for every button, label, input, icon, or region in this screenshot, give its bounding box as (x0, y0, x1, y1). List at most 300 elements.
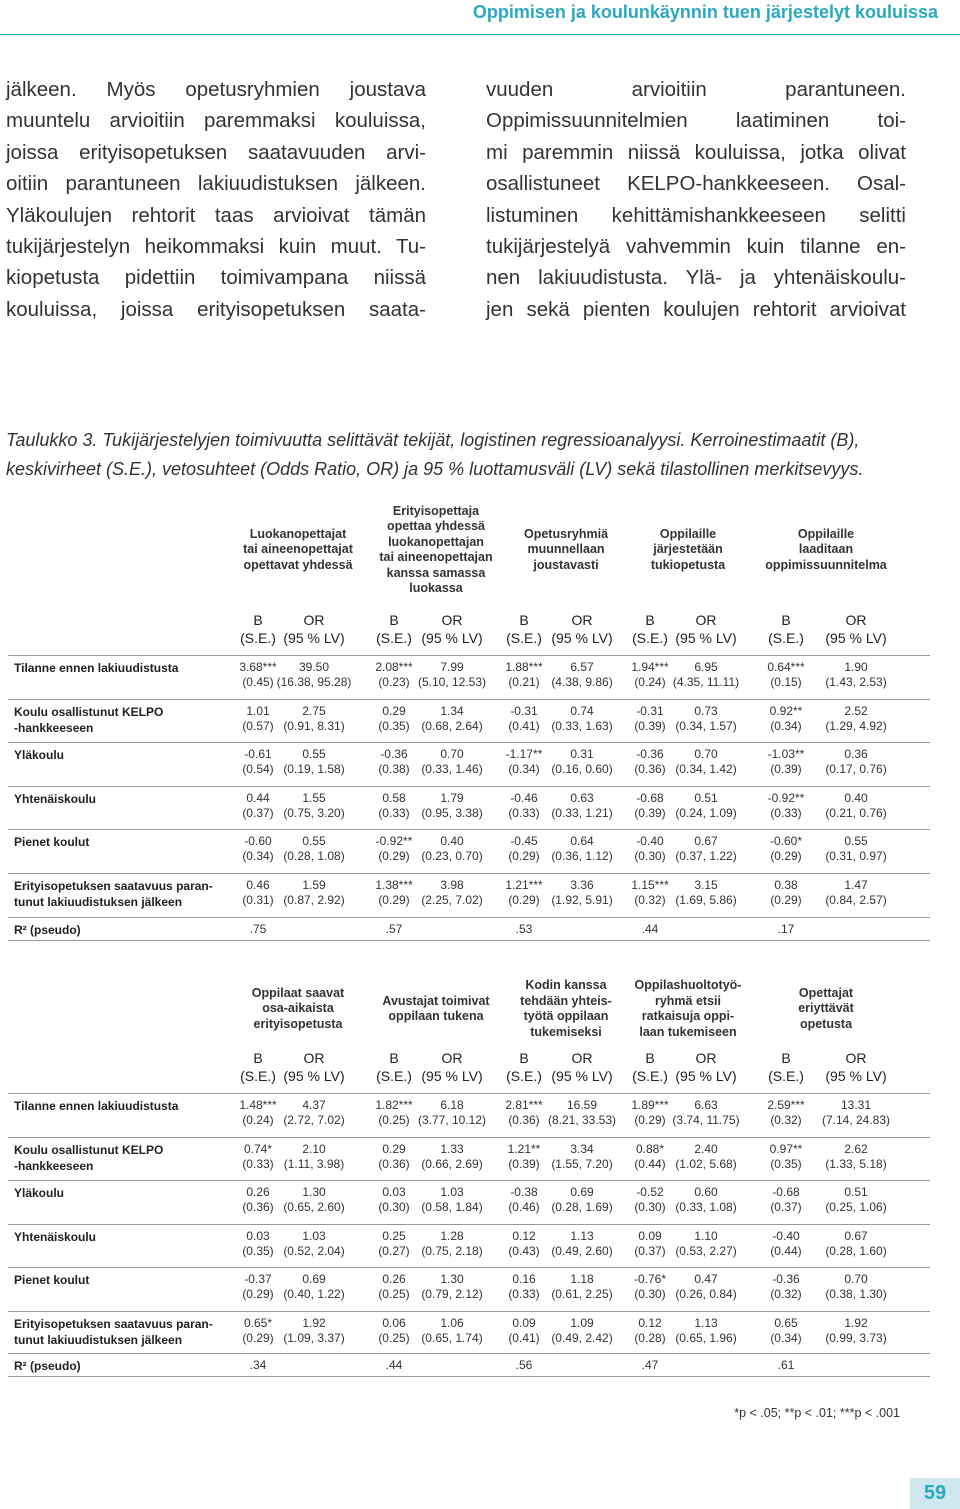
coef-b: 0.03 (246, 1228, 270, 1243)
coef-b: -0.92** (767, 790, 805, 805)
coef-se: (0.15) (770, 675, 802, 689)
coef-b: 1.21*** (505, 878, 543, 892)
odds-ratio-ci: (0.34, 1.57) (675, 718, 737, 733)
body-text-line: oitiin parantuneen lakiuudistuksen jälkeen. (6, 172, 426, 196)
body-text-line: jälkeen. Myös opetusryhmien joustava (6, 78, 426, 101)
odds-ratio: 1.79 (440, 790, 464, 805)
lv-header: (95 % LV) (825, 1067, 887, 1084)
odds-ratio: 0.69 (570, 1185, 594, 1200)
odds-ratio: 1.13 (694, 1316, 718, 1330)
odds-ratio: 1.30 (302, 1185, 326, 1200)
coef-b: -1.03** (767, 747, 805, 762)
odds-ratio-ci: (7.14, 24.83) (821, 1113, 891, 1127)
column-header-line: luokanopettajan (388, 534, 484, 549)
row-label: R² (pseudo) (14, 1359, 81, 1373)
odds-ratio-ci: (0.65, 1.74) (421, 1331, 483, 1345)
coef-se: (0.39) (770, 762, 802, 777)
odds-ratio-ci: (0.79, 2.12) (421, 1287, 483, 1302)
column-header-line: tehdään yhteis- (520, 993, 612, 1008)
page-number: 59 (910, 1478, 960, 1509)
coef-se: (0.29) (378, 849, 410, 864)
coef-se: (0.34) (242, 849, 274, 864)
odds-ratio-ci: (1.02, 5.68) (675, 1156, 737, 1171)
column-header-line: opetusta (799, 1016, 853, 1031)
odds-ratio-ci: (0.75, 2.18) (421, 1243, 483, 1258)
odds-ratio-ci: (2.72, 7.02) (283, 1113, 345, 1127)
r2-value: .44 (641, 922, 659, 936)
coef-se: (0.24) (242, 1113, 274, 1127)
coef-se: (0.33) (378, 805, 410, 820)
coef-se: (0.39) (634, 718, 666, 733)
odds-ratio-ci: (0.65, 2.60) (283, 1200, 345, 1215)
coef-b: 0.16 (512, 1272, 536, 1287)
coef-se: (0.36) (242, 1200, 274, 1215)
odds-ratio: 7.99 (440, 660, 464, 674)
odds-ratio: 1.03 (440, 1185, 464, 1200)
coef-b: -0.36 (772, 1272, 800, 1287)
column-header-line: Opettajat (798, 985, 854, 1000)
row-label-line: Yläkoulu (14, 748, 65, 763)
row-separator (8, 699, 930, 700)
odds-ratio-ci: (1.69, 5.86) (675, 893, 737, 907)
coef-b: -0.68 (772, 1185, 800, 1200)
odds-ratio: 1.55 (302, 790, 326, 805)
coef-b: 2.08*** (375, 660, 413, 674)
coef-se: (0.29) (508, 849, 540, 864)
coef-b: 0.29 (382, 1141, 406, 1156)
body-text-line: nen lakiuudistusta. Ylä- ja yhtenäiskoulu- (486, 266, 906, 290)
column-header-line: osa-aikaista (262, 1001, 334, 1016)
odds-ratio-ci: (0.61, 2.25) (551, 1287, 613, 1302)
column-header-line: ratkaisuja oppi- (641, 1009, 735, 1023)
coef-se: (0.44) (634, 1156, 666, 1171)
coef-b: -1.17** (505, 747, 543, 762)
coef-se: (0.54) (242, 762, 274, 777)
row-separator (8, 1224, 930, 1225)
regression-table-1 (8, 500, 930, 940)
coef-se: (0.34) (770, 718, 802, 733)
coef-se: (0.37) (770, 1200, 802, 1215)
column-header-line: laan tukemiseen (639, 1024, 737, 1039)
odds-ratio-ci: (3.74, 11.75) (672, 1113, 740, 1127)
row-separator (8, 917, 930, 918)
odds-ratio-ci: (0.68, 2.64) (421, 718, 483, 733)
row-label-line: -hankkeeseen (14, 1158, 94, 1173)
coef-se: (0.36) (634, 762, 666, 777)
se-header: (S.E.) (506, 1067, 542, 1084)
coef-b: -0.61 (244, 747, 272, 762)
or-header: OR (571, 1050, 593, 1066)
odds-ratio: 0.47 (694, 1272, 718, 1287)
column-header-line: Luokanopettajat (249, 526, 347, 541)
se-header: (S.E.) (240, 1067, 276, 1084)
body-text-line: mi paremmin niissä kouluissa, jotka olivat (486, 140, 906, 164)
se-header: (S.E.) (240, 629, 276, 646)
odds-ratio: 0.40 (440, 834, 464, 849)
odds-ratio-ci: (0.87, 2.92) (283, 893, 345, 907)
odds-ratio-ci: (0.91, 8.31) (283, 718, 345, 733)
running-header: Oppimisen ja koulunkäynnin tuen järjestelyt kouluissa (472, 2, 938, 22)
coef-b: 0.29 (382, 703, 406, 718)
coef-se: (0.34) (508, 762, 540, 777)
column-header-line: järjestetään (653, 542, 723, 557)
coef-b: 0.26 (246, 1185, 270, 1200)
odds-ratio: 1.92 (844, 1316, 868, 1330)
odds-ratio: 2.10 (302, 1141, 326, 1156)
odds-ratio-ci: (0.19, 1.58) (283, 762, 345, 777)
odds-ratio-ci: (0.33, 1.08) (675, 1200, 737, 1215)
coef-b: 0.58 (382, 790, 406, 805)
row-label-line: -hankkeeseen (14, 720, 94, 735)
odds-ratio-ci: (1.09, 3.37) (283, 1331, 345, 1345)
odds-ratio-ci: (0.66, 2.69) (421, 1156, 483, 1171)
row-separator (8, 1311, 930, 1312)
odds-ratio: 0.74 (570, 703, 594, 718)
odds-ratio-ci: (0.26, 0.84) (675, 1287, 737, 1302)
odds-ratio-ci: (0.84, 2.57) (825, 893, 887, 907)
odds-ratio: 0.69 (302, 1272, 326, 1287)
r2-value: .17 (777, 922, 795, 936)
row-separator (8, 1267, 930, 1268)
coef-b: -0.92** (375, 834, 413, 849)
or-header: OR (303, 612, 325, 628)
odds-ratio-ci: (0.33, 1.46) (421, 762, 483, 777)
odds-ratio: 0.70 (844, 1272, 868, 1287)
body-text-line: joissa erityisopetuksen saatavuuden arvi- (6, 140, 426, 164)
coef-b: -0.31 (510, 703, 538, 718)
odds-ratio: 1.30 (440, 1272, 464, 1287)
lv-header: (95 % LV) (675, 1067, 737, 1084)
body-text-line: tukijärjestelyn heikommaksi kuin muut. Tu- (6, 234, 426, 258)
odds-ratio: 1.18 (570, 1272, 594, 1287)
coef-b: 1.38*** (375, 878, 413, 892)
odds-ratio-ci: (0.34, 1.42) (675, 762, 737, 777)
r2-value: .57 (385, 922, 403, 936)
odds-ratio-ci: (5.10, 12.53) (417, 675, 487, 689)
coef-se: (0.35) (378, 718, 410, 733)
odds-ratio-ci: (0.16, 0.60) (551, 762, 613, 777)
row-label-line: Pienet koulut (14, 1273, 90, 1288)
row-label-line: Yhtenäiskoulu (14, 1229, 97, 1244)
coef-b: 0.06 (382, 1316, 406, 1330)
column-header-line: Oppilaille (659, 526, 717, 541)
coef-b: 1.89*** (631, 1098, 669, 1112)
odds-ratio: 0.55 (844, 834, 868, 849)
coef-se: (0.29) (770, 849, 802, 864)
coef-b: 0.92** (769, 703, 803, 718)
odds-ratio: 0.51 (844, 1185, 868, 1200)
row-label (14, 1185, 64, 1201)
odds-ratio: 0.31 (570, 747, 594, 762)
coef-se: (0.33) (770, 805, 802, 820)
odds-ratio-ci: (0.40, 1.22) (283, 1287, 345, 1302)
coef-se: (0.37) (634, 1243, 666, 1258)
odds-ratio: 2.40 (694, 1141, 718, 1156)
odds-ratio: 1.10 (694, 1228, 718, 1243)
row-separator (8, 655, 930, 656)
odds-ratio: 2.75 (302, 703, 326, 718)
coef-se: (0.25) (378, 1113, 410, 1127)
body-text-right-column (486, 74, 906, 325)
se-header: (S.E.) (632, 1067, 668, 1084)
coef-b: 0.88* (635, 1141, 665, 1156)
odds-ratio-ci: (0.28, 1.69) (551, 1200, 613, 1215)
coef-b: 0.12 (638, 1316, 662, 1330)
b-header: B (519, 1050, 529, 1066)
coef-se: (0.32) (770, 1113, 802, 1127)
lv-header: (95 % LV) (825, 629, 887, 646)
odds-ratio: 39.50 (298, 660, 330, 674)
odds-ratio: 6.18 (440, 1098, 464, 1112)
odds-ratio: 1.09 (570, 1316, 594, 1330)
coef-se: (0.32) (634, 893, 666, 907)
odds-ratio-ci: (0.58, 1.84) (421, 1200, 483, 1215)
coef-se: (0.37) (242, 805, 274, 820)
coef-b: 0.44 (246, 790, 270, 805)
coef-b: 2.81*** (505, 1098, 543, 1112)
coef-se: (0.46) (508, 1200, 540, 1215)
column-header (496, 978, 636, 1040)
table-bottom-rule (8, 1376, 930, 1377)
coef-se: (0.39) (634, 805, 666, 820)
odds-ratio: 3.98 (440, 878, 464, 892)
body-text-line: Oppimissuunnitelmien laatiminen toi- (486, 109, 906, 133)
odds-ratio: 0.55 (302, 747, 326, 762)
coef-b: 0.74* (243, 1141, 273, 1156)
body-text-line: osallistuneet KELPO-hankkeeseen. Osal- (486, 172, 906, 196)
column-header-line: Erityisopettaja (392, 503, 480, 518)
row-label (14, 878, 213, 910)
column-header-line: opettaa yhdessä (387, 519, 485, 533)
header-rule (0, 34, 960, 35)
odds-ratio: 1.90 (844, 660, 868, 674)
coef-b: 0.64*** (767, 660, 805, 674)
coef-b: 0.03 (382, 1185, 406, 1200)
column-header (756, 986, 896, 1033)
r2-value: .34 (249, 1358, 267, 1372)
coef-se: (0.36) (378, 1156, 410, 1171)
coef-se: (0.21) (508, 675, 540, 689)
odds-ratio-ci: (0.75, 3.20) (283, 805, 345, 820)
column-header-line: erityisopetusta (253, 1016, 343, 1031)
coef-b: -0.60 (244, 834, 272, 849)
odds-ratio-ci: (4.35, 11.11) (672, 675, 740, 689)
or-header: OR (441, 612, 463, 628)
odds-ratio: 6.57 (570, 660, 594, 674)
odds-ratio: 0.64 (570, 834, 594, 849)
odds-ratio: 0.63 (570, 790, 594, 805)
significance-footnote: *p < .05; **p < .01; ***p < .001 (734, 1406, 900, 1420)
column-header-line: tukiopetusta (650, 557, 726, 572)
column-header-line: tukemiseksi (530, 1024, 602, 1039)
se-header: (S.E.) (768, 629, 804, 646)
column-header-line: Avustajat toimivat (382, 993, 490, 1008)
column-header-line: oppimissuunnitelma (765, 557, 887, 572)
or-header: OR (441, 1050, 463, 1066)
coef-b: -0.40 (772, 1228, 800, 1243)
odds-ratio-ci: (1.33, 5.18) (825, 1156, 887, 1171)
row-separator (8, 1353, 930, 1354)
b-header: B (389, 612, 399, 628)
coef-b: 0.38 (774, 878, 798, 892)
column-header (756, 527, 896, 574)
row-separator (8, 742, 930, 743)
coef-se: (0.57) (242, 718, 274, 733)
or-header: OR (845, 1050, 867, 1066)
odds-ratio: 1.59 (302, 878, 326, 892)
coef-b: 3.68*** (239, 660, 277, 674)
coef-se: (0.29) (242, 1331, 274, 1345)
b-header: B (645, 612, 655, 628)
odds-ratio-ci: (0.95, 3.38) (421, 805, 483, 820)
column-header (366, 994, 506, 1025)
column-header (228, 986, 368, 1033)
coef-b: 0.25 (382, 1228, 406, 1243)
coef-b: 0.46 (246, 878, 270, 892)
row-label-line: Erityisopetuksen saatavuus paran- (14, 879, 213, 893)
coef-b: -0.68 (636, 790, 664, 805)
odds-ratio-ci: (0.33, 1.63) (551, 718, 613, 733)
odds-ratio-ci: (0.99, 3.73) (825, 1331, 887, 1345)
column-header-line: opettavat yhdessä (243, 557, 353, 572)
coef-se: (0.43) (508, 1243, 540, 1258)
caption-line-1: Taulukko 3. Tukijärjestelyjen toimivuutta selittävät tekijät, logistinen regressioanalyysi. Kerroinestimaatit (B), (6, 430, 860, 450)
body-text-line: jen sekä pienten koulujen rehtorit arvioivat (486, 297, 906, 321)
odds-ratio: 13.31 (840, 1098, 872, 1112)
coef-se: (0.28) (634, 1331, 666, 1345)
odds-ratio: 0.73 (694, 703, 718, 718)
lv-header: (95 % LV) (421, 629, 483, 646)
odds-ratio: 0.60 (694, 1185, 718, 1200)
or-header: OR (845, 612, 867, 628)
coef-se: (0.24) (634, 675, 666, 689)
odds-ratio: 1.34 (440, 703, 464, 718)
r2-value: .44 (385, 1358, 403, 1372)
row-label-line: tunut lakiuudistuksen jälkeen (14, 895, 183, 909)
coef-b: -0.60* (769, 834, 803, 849)
coef-b: 1.48*** (239, 1098, 277, 1112)
body-text-line: muuntelu arvioitiin paremmaksi kouluissa, (6, 109, 426, 133)
coef-b: 1.01 (246, 703, 270, 718)
se-header: (S.E.) (376, 629, 412, 646)
odds-ratio: 0.70 (440, 747, 464, 762)
coef-se: (0.30) (634, 849, 666, 864)
coef-se: (0.30) (634, 1200, 666, 1215)
coef-se: (0.33) (242, 1156, 274, 1171)
coef-b: 1.15*** (631, 878, 669, 892)
r2-value: .47 (641, 1358, 659, 1372)
odds-ratio: 16.59 (566, 1098, 598, 1112)
odds-ratio-ci: (0.24, 1.09) (675, 805, 737, 820)
odds-ratio: 0.55 (302, 834, 326, 849)
lv-header: (95 % LV) (283, 1067, 345, 1084)
coef-b: -0.37 (244, 1272, 272, 1287)
b-header: B (781, 612, 791, 628)
odds-ratio: 0.51 (694, 790, 718, 805)
row-separator (8, 786, 930, 787)
odds-ratio-ci: (0.52, 2.04) (283, 1243, 345, 1258)
odds-ratio-ci: (0.31, 0.97) (825, 849, 887, 864)
coef-se: (0.33) (508, 1287, 540, 1302)
coef-b: 0.65* (243, 1316, 273, 1330)
body-text-left-column (6, 74, 426, 325)
odds-ratio: 3.36 (570, 878, 594, 892)
odds-ratio-ci: (16.38, 95.28) (276, 675, 352, 689)
or-header: OR (695, 612, 717, 628)
odds-ratio-ci: (2.25, 7.02) (421, 893, 483, 907)
coef-b: -0.40 (636, 834, 664, 849)
odds-ratio: 3.15 (694, 878, 718, 892)
coef-se: (0.25) (378, 1287, 410, 1302)
coef-b: 0.26 (382, 1272, 406, 1287)
odds-ratio: 3.34 (570, 1141, 594, 1156)
odds-ratio: 1.06 (440, 1316, 464, 1330)
row-label-line: Koulu osallistunut KELPO (14, 1142, 164, 1157)
or-header: OR (695, 1050, 717, 1066)
coef-se: (0.38) (378, 762, 410, 777)
coef-se: (0.44) (770, 1243, 802, 1258)
column-header-line: joustavasti (533, 557, 599, 572)
column-header (228, 527, 368, 574)
odds-ratio: 1.28 (440, 1228, 464, 1243)
r2-value: .53 (515, 922, 533, 936)
coef-b: 0.97** (769, 1141, 803, 1156)
column-header-line: työtä oppilaan (523, 1009, 609, 1023)
lv-header: (95 % LV) (283, 629, 345, 646)
b-header: B (781, 1050, 791, 1066)
odds-ratio-ci: (8.21, 33.53) (547, 1113, 617, 1127)
coef-b: -0.46 (510, 790, 538, 805)
or-header: OR (571, 612, 593, 628)
column-header-line: oppilaan tukena (388, 1009, 484, 1023)
b-header: B (519, 612, 529, 628)
odds-ratio-ci: (0.21, 0.76) (825, 805, 887, 820)
odds-ratio-ci: (1.92, 5.91) (551, 893, 613, 907)
coef-b: 1.21** (507, 1141, 541, 1156)
odds-ratio-ci: (0.36, 1.12) (551, 849, 613, 864)
coef-b: -0.76* (633, 1272, 667, 1287)
column-header-line: Oppilaille (797, 526, 855, 541)
coef-se: (0.39) (508, 1156, 540, 1171)
odds-ratio: 0.67 (844, 1228, 868, 1243)
lv-header: (95 % LV) (551, 1067, 613, 1084)
row-separator (8, 1180, 930, 1181)
coef-b: -0.31 (636, 703, 664, 718)
b-header: B (253, 612, 263, 628)
row-separator (8, 873, 930, 874)
column-header-line: luokassa (409, 581, 463, 595)
odds-ratio: 4.37 (302, 1098, 326, 1112)
regression-table-2 (8, 972, 930, 1382)
coef-b: 0.09 (512, 1316, 536, 1330)
se-header: (S.E.) (768, 1067, 804, 1084)
row-label (14, 660, 178, 676)
row-label-line: Pienet koulut (14, 835, 90, 850)
coef-se: (0.31) (242, 893, 274, 907)
coef-se: (0.41) (508, 718, 540, 733)
body-text-line: tukijärjestelyä vahvemmin kuin tilanne en- (486, 234, 906, 258)
se-header: (S.E.) (506, 629, 542, 646)
body-text-line: kouluissa, joissa erityisopetuksen saata- (6, 297, 426, 321)
row-label-line: Yläkoulu (14, 1186, 65, 1201)
row-label (14, 1142, 163, 1174)
odds-ratio-ci: (0.17, 0.76) (825, 762, 887, 777)
column-header (618, 527, 758, 574)
odds-ratio-ci: (0.49, 2.42) (551, 1331, 613, 1345)
coef-se: (0.25) (378, 1331, 410, 1345)
se-header: (S.E.) (632, 629, 668, 646)
coef-b: -0.36 (636, 747, 664, 762)
